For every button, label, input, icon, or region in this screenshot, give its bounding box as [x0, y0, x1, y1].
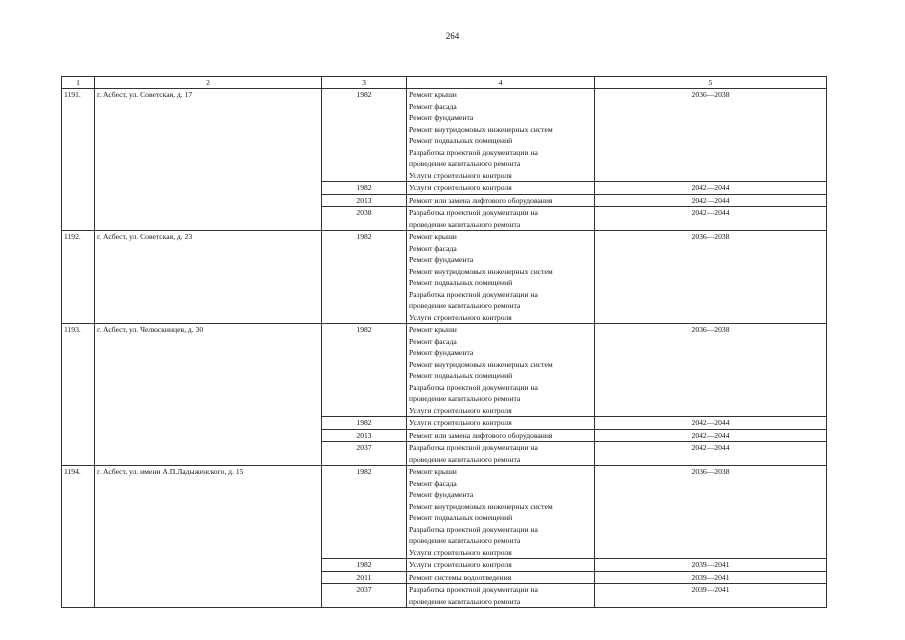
building-address: г. Асбест, ул. Челюскинцев, д. 30	[95, 324, 322, 466]
works-cell	[407, 182, 595, 195]
work-item: Услуги строительного контроля	[409, 560, 512, 569]
row-number: 1191.	[62, 89, 95, 231]
work-item: Ремонт внутридомовых инженерных систем	[409, 266, 553, 276]
work-item: Ремонт фундамента	[409, 348, 474, 357]
repair-schedule-table	[61, 76, 827, 608]
row-number: 1194.	[62, 466, 95, 608]
work-item: Ремонт крыши	[409, 467, 457, 476]
table-body	[62, 77, 827, 608]
column-header: 5	[595, 77, 827, 89]
work-item: Ремонт фундамента	[409, 113, 474, 122]
works-cell	[407, 571, 595, 584]
year-cell: 1982	[322, 324, 407, 417]
work-item: Разработка проектной документации на	[409, 443, 538, 452]
row-number: 1192.	[62, 231, 95, 324]
works-cell	[407, 417, 595, 430]
work-item: Ремонт подвальных помещений	[409, 136, 513, 145]
works-cell	[407, 231, 595, 324]
column-header: 4	[407, 77, 595, 89]
row-number: 1193.	[62, 324, 95, 466]
year-cell: 2011	[322, 571, 407, 584]
work-item: Услуги строительного контроля	[409, 170, 512, 180]
column-header: 1	[62, 77, 95, 89]
work-item: Ремонт внутридомовых инженерных систем	[409, 124, 553, 134]
work-item: Разработка проектной документации на	[409, 524, 538, 534]
period-cell: 2042—2044	[595, 429, 827, 442]
column-header: 3	[322, 77, 407, 89]
work-item: Ремонт фундамента	[409, 255, 474, 264]
period-cell: 2039—2041	[595, 571, 827, 584]
work-item: проведение капитального ремонта	[409, 301, 521, 310]
work-item: проведение капитального ремонта	[409, 394, 521, 403]
period-cell: 2036—2038	[595, 89, 827, 182]
work-item: Разработка проектной документации на	[409, 147, 538, 157]
work-item: Ремонт фасада	[409, 478, 457, 488]
period-cell: 2039—2041	[595, 584, 827, 608]
period-cell: 2036—2038	[595, 324, 827, 417]
work-item: Ремонт фундамента	[409, 490, 474, 499]
period-cell: 2036—2038	[595, 466, 827, 559]
period-cell: 2039—2041	[595, 559, 827, 572]
work-item: Ремонт подвальных помещений	[409, 371, 513, 380]
work-item: Ремонт фасада	[409, 243, 457, 253]
table-row	[62, 324, 827, 417]
work-item: Ремонт или замена лифтового оборудования	[409, 195, 553, 205]
table-header-row	[62, 77, 827, 89]
work-item: проведение капитального ремонта	[409, 596, 521, 606]
period-cell: 2042—2044	[595, 417, 827, 430]
year-cell: 2038	[322, 207, 407, 231]
work-item: Разработка проектной документации на	[409, 382, 538, 392]
year-cell: 1982	[322, 231, 407, 324]
period-cell: 2042—2044	[595, 442, 827, 466]
page-number: 264	[445, 31, 460, 41]
works-cell	[407, 442, 595, 466]
work-item: Разработка проектной документации на	[409, 585, 538, 594]
work-item: Ремонт внутридомовых инженерных систем	[409, 359, 553, 369]
works-cell	[407, 584, 595, 608]
year-cell: 1982	[322, 559, 407, 572]
year-cell: 2037	[322, 442, 407, 466]
year-cell: 2037	[322, 584, 407, 608]
works-cell	[407, 89, 595, 182]
building-address: г. Асбест, ул. Советская, д. 23	[95, 231, 322, 324]
year-cell: 2013	[322, 194, 407, 207]
table-row	[62, 466, 827, 559]
work-item: Ремонт системы водоотведения	[409, 572, 512, 582]
works-cell	[407, 559, 595, 572]
year-cell: 2013	[322, 429, 407, 442]
year-cell: 1982	[322, 89, 407, 182]
work-item: проведение капитального ремонта	[409, 536, 521, 545]
table-row	[62, 231, 827, 324]
work-item: Ремонт фасада	[409, 336, 457, 346]
works-cell	[407, 324, 595, 417]
works-cell	[407, 466, 595, 559]
work-item: проведение капитального ремонта	[409, 159, 521, 168]
work-item: проведение капитального ремонта	[409, 219, 521, 229]
work-item: Ремонт крыши	[409, 90, 457, 99]
work-item: Ремонт подвальных помещений	[409, 278, 513, 287]
building-address: г. Асбест, ул. имени А.П.Ладыженского, д. 15	[95, 466, 322, 608]
work-item: Ремонт фасада	[409, 101, 457, 111]
work-item: Ремонт или замена лифтового оборудования	[409, 430, 553, 440]
works-cell	[407, 194, 595, 207]
year-cell: 1982	[322, 466, 407, 559]
period-cell: 2042—2044	[595, 182, 827, 195]
period-cell: 2036—2038	[595, 231, 827, 324]
work-item: Ремонт внутридомовых инженерных систем	[409, 501, 553, 511]
work-item: Услуги строительного контроля	[409, 418, 512, 427]
year-cell: 1982	[322, 182, 407, 195]
work-item: Услуги строительного контроля	[409, 312, 512, 322]
work-item: Ремонт подвальных помещений	[409, 513, 513, 522]
work-item: Ремонт крыши	[409, 325, 457, 334]
works-cell	[407, 429, 595, 442]
work-item: Разработка проектной документации на	[409, 289, 538, 299]
period-cell: 2042—2044	[595, 194, 827, 207]
building-address: г. Асбест, ул. Советская, д. 17	[95, 89, 322, 231]
period-cell: 2042—2044	[595, 207, 827, 231]
work-item: Ремонт крыши	[409, 232, 457, 241]
work-item: Разработка проектной документации на	[409, 208, 538, 217]
work-item: Услуги строительного контроля	[409, 405, 512, 415]
table-row	[62, 89, 827, 182]
work-item: Услуги строительного контроля	[409, 183, 512, 192]
work-item: Услуги строительного контроля	[409, 547, 512, 557]
work-item: проведение капитального ремонта	[409, 454, 521, 464]
works-cell	[407, 207, 595, 231]
column-header: 2	[95, 77, 322, 89]
year-cell: 1982	[322, 417, 407, 430]
